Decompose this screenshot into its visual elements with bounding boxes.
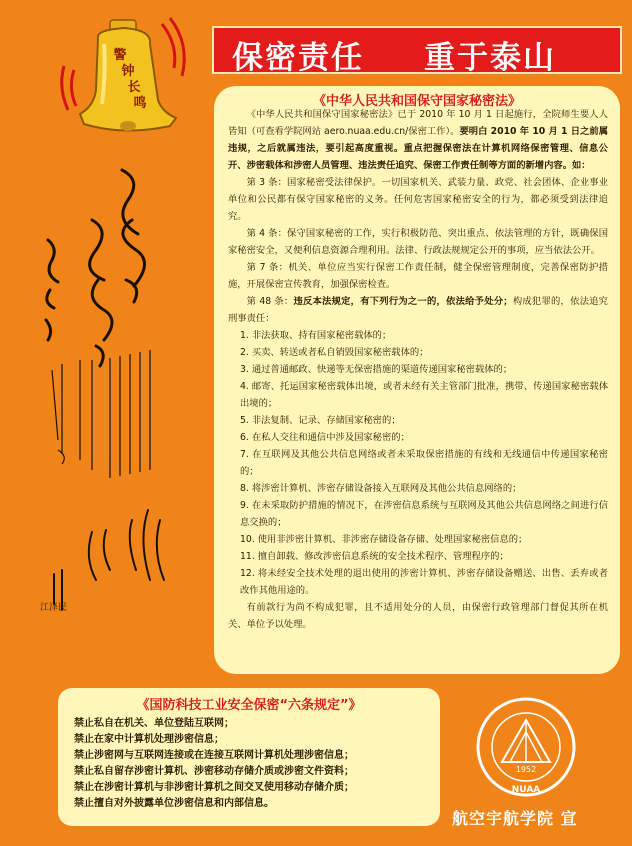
list-item: 9. 在未采取防护措施的情况下，在涉密信息系统与互联网及其他公共信息网络之间进行信息交换的； [240, 500, 608, 528]
calligraphy-block [32, 160, 182, 630]
article-48-bold: 违反本法规定，有下列行为之一的，依法给予处分； [293, 296, 513, 307]
list-item: 10. 使用非涉密计算机、非涉密存储设备存储、处理国家秘密信息的； [240, 534, 528, 545]
intro-text: 《中华人民共和国保守国家秘密法》已于 2010 年 10 月 1 日起施行，全院师生要人人皆知（可查看学院网站 aero.nuaa.edu.cn/保密工作）。 [228, 109, 608, 137]
bell-illustration [58, 14, 193, 134]
seal-year: 1952 [515, 765, 537, 774]
intro-emphasis: 要明白 2010 年 10 月 1 日之前属违规，之后就属违法，要引起高度重视。 [228, 126, 608, 154]
article-48-tail: 构成犯罪的，依法追究刑事责任： [228, 296, 608, 324]
calligraphy-strokes [32, 160, 182, 630]
list-item: 11. 擅自卸载、修改涉密信息系统的安全技术程序、管理程序的； [240, 551, 509, 562]
rule-item: 禁止涉密网与互联网连接或在连接互联网计算机处理涉密信息； [74, 750, 354, 761]
rule-item: 禁止在家中计算机处理涉密信息； [74, 734, 224, 745]
six-rules-panel [58, 688, 440, 826]
intro-text-2: 重点把握保密法在计算机网络保密管理、信息公开、涉密载体和涉密人员管理、违法责任追究、保密工作责任制等方面的新增内容。如： [228, 143, 608, 171]
article-3: 第 3 条：国家秘密受法律保护。一切国家机关、武装力量、政党、社会团体、企业事业单位和公民都有保守国家秘密的义务。任何危害国家秘密安全的行为，都必须受到法律追究。 [228, 177, 608, 222]
rule-item: 禁止在涉密计算机与非涉密计算机之间交叉使用移动存储介质； [74, 782, 354, 793]
banner-right-text: 重于泰山 [424, 40, 556, 76]
six-rules-title: 《国防科技工业安全保密“六条规定”》 [136, 698, 362, 713]
footer-credit: 航空宇航学院 宣 [452, 809, 578, 828]
list-item: 3. 通过普通邮政、快递等无保密措施的渠道传递国家秘密载体的； [240, 364, 513, 375]
bell-char: 钟 [121, 64, 135, 79]
law-panel-title: 《中华人民共和国保守国家秘密法》 [312, 94, 521, 109]
list-item: 7. 在互联网及其他公共信息网络或者未采取保密措施的有线和无线通信中传递国家秘密的； [240, 449, 608, 477]
bell-char: 鸣 [133, 96, 147, 111]
rule-item: 禁止私自在机关、单位登陆互联网； [74, 718, 234, 729]
closing-text: 有前款行为尚不构成犯罪，且不适用处分的人员，由保密行政管理部门督促其所在机关、单位予以处理。 [228, 602, 608, 630]
law-panel-body [228, 106, 608, 633]
list-item: 1. 非法获取、持有国家秘密载体的； [240, 330, 392, 341]
banner-left-text: 保密责任 [232, 40, 364, 76]
six-rules-list [74, 716, 434, 812]
list-item: 6. 在私人交往和通信中涉及国家秘密的； [240, 432, 410, 443]
list-item: 2. 买卖、转送或者私自销毁国家秘密载体的； [240, 347, 429, 358]
university-seal [462, 696, 590, 798]
article-4: 第 4 条：保守国家秘密的工作，实行积极防范、突出重点、依法管理的方针，既确保国家秘密安全，又便利信息资源合理利用。法律、行政法规规定公开的事项，应当依法公开。 [228, 228, 608, 256]
list-item: 4. 邮寄、托运国家秘密载体出境，或者未经有关主管部门批准，携带、传递国家秘密载体出境的； [240, 381, 608, 409]
list-item: 5. 非法复制、记录、存储国家秘密的； [240, 415, 401, 426]
signature-text: 江泽民 [40, 603, 68, 613]
list-item: 8. 将涉密计算机、涉密存储设备接入互联网及其他公共信息网络的； [240, 483, 522, 494]
bell-char: 长 [127, 80, 141, 95]
rule-item: 禁止私自留存涉密计算机、涉密移动存储介质或涉密文件资料； [74, 766, 354, 777]
law-panel [214, 86, 620, 674]
article-7: 第 7 条：机关、单位应当实行保密工作责任制，健全保密管理制度，完善保密防护措施，开展保密宣传教育，加强保密检查。 [228, 262, 608, 290]
title-banner [212, 26, 622, 74]
bell-char: 警 [113, 48, 127, 63]
list-item: 12. 将未经安全技术处理的退出使用的涉密计算机、涉密存储设备赠送、出售、丢弃或者改作其他用途的。 [240, 568, 608, 596]
rule-item: 禁止擅自对外披露单位涉密信息和内部信息。 [74, 798, 274, 809]
nuaa-seal-icon [462, 696, 590, 798]
article-48-lead: 第 48 条： [246, 296, 294, 307]
seal-abbr: NUAA [511, 785, 541, 795]
